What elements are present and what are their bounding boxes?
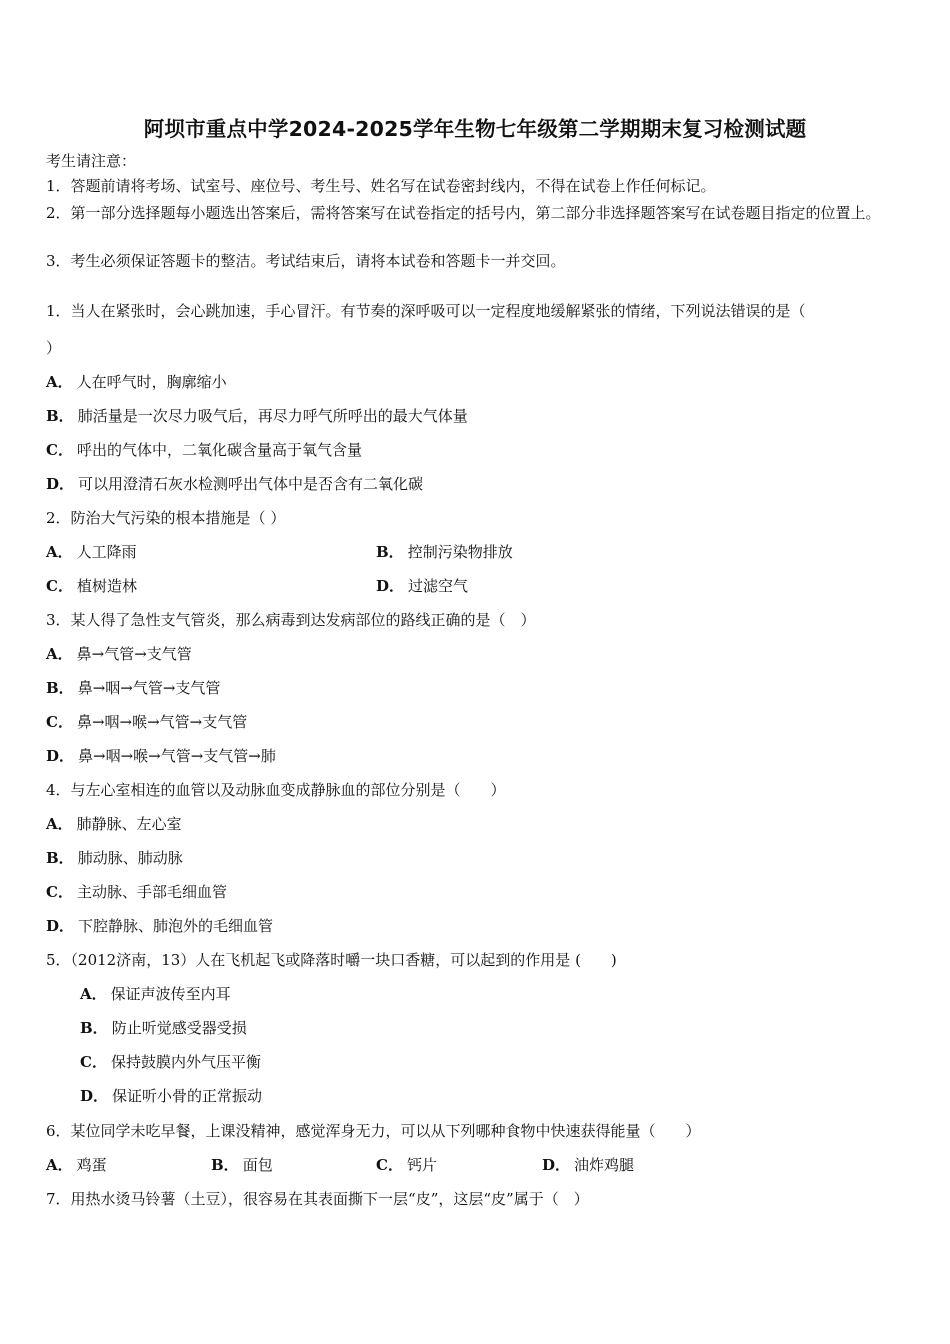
option-a: A． 肺静脉、左心室 bbox=[46, 815, 182, 833]
option-a: A． 鸡蛋 bbox=[46, 1156, 107, 1174]
option-d: D． 可以用澄清石灰水检测呼出气体中是否含有二氧化碳 bbox=[46, 475, 424, 493]
option-d: D． 保证听小骨的正常振动 bbox=[80, 1087, 263, 1105]
question-stem: 7．用热水烫马铃薯（土豆），很容易在其表面撕下一层“皮”，这层“皮”属于（ ） bbox=[46, 1190, 589, 1208]
option-a: A． 人在呼气时，胸廓缩小 bbox=[46, 373, 227, 391]
option-a: A． 保证声波传至内耳 bbox=[80, 985, 231, 1003]
question-stem: 5．（2012济南，13）人在飞机起飞或降落时嚼一块口香糖，可以起到的作用是 ( ) bbox=[46, 951, 617, 969]
option-c: C． 呼出的气体中，二氧化碳含量高于氧气含量 bbox=[46, 441, 362, 459]
notice-heading: 考生请注意： bbox=[46, 152, 137, 170]
question-stem: 3．某人得了急性支气管炎，那么病毒到达发病部位的路线正确的是（ ） bbox=[46, 611, 536, 629]
question-stem: 2．防治大气污染的根本措施是（ ） bbox=[46, 509, 286, 527]
option-d: D． 油炸鸡腿 bbox=[542, 1156, 635, 1174]
option-b: B． 鼻→咽→气管→支气管 bbox=[46, 679, 221, 697]
option-d: D． 鼻→咽→喉→气管→支气管→肺 bbox=[46, 747, 276, 765]
option-c: C． 钙片 bbox=[376, 1156, 437, 1174]
question-stem: 6．某位同学未吃早餐，上课没精神，感觉浑身无力，可以从下列哪种食物中快速获得能量（ ） bbox=[46, 1122, 701, 1140]
option-a: A． 鼻→气管→支气管 bbox=[46, 645, 192, 663]
notice-item: 3．考生必须保证答题卡的整洁。考试结束后，请将本试卷和答题卡一并交回。 bbox=[46, 252, 566, 270]
notice-item: 1．答题前请将考场、试室号、座位号、考生号、姓名写在试卷密封线内，不得在试卷上作任何标记。 bbox=[46, 177, 716, 195]
option-c: C． 主动脉、手部毛细血管 bbox=[46, 883, 227, 901]
option-d: D． 过滤空气 bbox=[376, 577, 469, 595]
question-stem: 4．与左心室相连的血管以及动脉血变成静脉血的部位分别是（ ） bbox=[46, 781, 506, 799]
question-stem: 1．当人在紧张时，会心跳加速，手心冒汗。有节奏的深呼吸可以一定程度地缓解紧张的情绪，下列说法错误的是（ bbox=[46, 302, 806, 320]
option-c: C． 保持鼓膜内外气压平衡 bbox=[80, 1053, 261, 1071]
option-b: B． 肺动脉、肺动脉 bbox=[46, 849, 183, 867]
notice-item: 2．第一部分选择题每小题选出答案后，需将答案写在试卷指定的括号内，第二部分非选择题答案写在试卷题目指定的位置上。 bbox=[46, 204, 881, 222]
option-c: C． 植树造林 bbox=[46, 577, 137, 595]
question-stem-continued: ） bbox=[46, 339, 62, 357]
option-c: C． 鼻→咽→喉→气管→支气管 bbox=[46, 713, 248, 731]
option-d: D． 下腔静脉、肺泡外的毛细血管 bbox=[46, 917, 274, 935]
option-a: A． 人工降雨 bbox=[46, 543, 137, 561]
option-b: B． 肺活量是一次尽力吸气后，再尽力呼气所呼出的最大气体量 bbox=[46, 407, 468, 425]
option-b: B． 面包 bbox=[211, 1156, 273, 1174]
option-b: B． 控制污染物排放 bbox=[376, 543, 513, 561]
option-b: B． 防止听觉感受器受损 bbox=[80, 1019, 247, 1037]
page-title: 阿坝市重点中学2024-2025学年生物七年级第二学期期末复习检测试题 bbox=[143, 117, 807, 141]
